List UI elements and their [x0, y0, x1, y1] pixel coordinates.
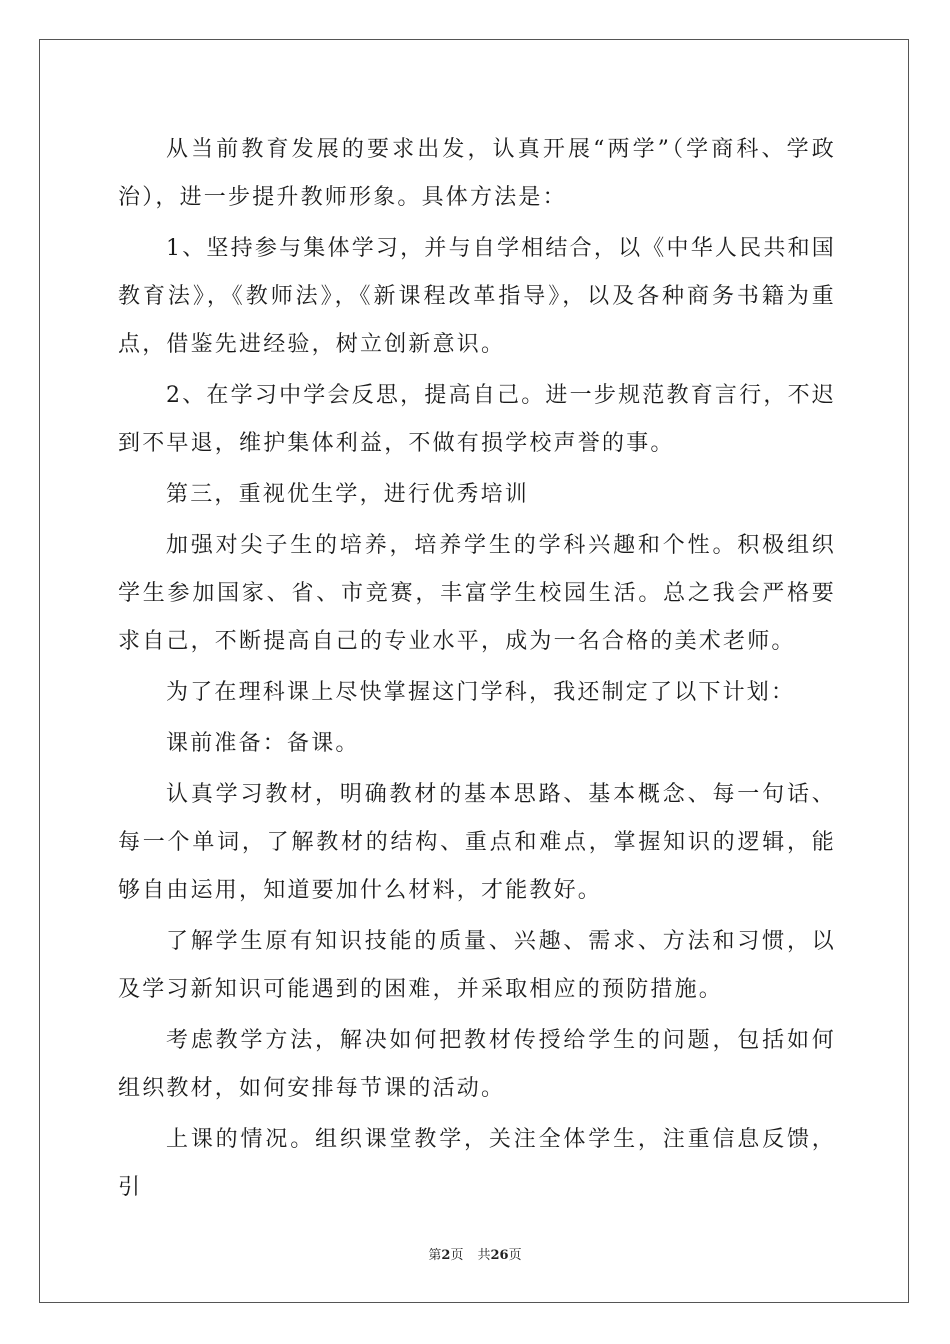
paragraph: 课前准备：备课。 [166, 731, 360, 756]
total-label-suffix: 页 [508, 1248, 522, 1263]
total-label-prefix: 共 [477, 1248, 491, 1263]
paragraph: 1、坚持参与集体学习，并与自学相结合，以《中华人民共和国教育法》，《教师法》，《新课程改革指导》，以及各种商务书籍为重点，借鉴先进经验，树立创新意识。 [118, 236, 836, 357]
paragraph: 上课的情况。组织课堂教学，关注全体学生，注重信息反馈，引 [118, 1127, 836, 1200]
page-label-suffix: 页 [450, 1248, 464, 1263]
document-body [118, 126, 836, 1212]
section-heading: 第三，重视优生学，进行优秀培训 [166, 482, 530, 507]
total-page-number: 26 [490, 1248, 509, 1263]
paragraph: 2、在学习中学会反思，提高自己。进一步规范教育言行，不迟到不早退，维护集体利益，不做有损学校声誉的事。 [118, 383, 836, 456]
paragraph: 加强对尖子生的培养，培养学生的学科兴趣和个性。积极组织学生参加国家、省、市竞赛，丰富学生校园生活。总之我会严格要求自己，不断提高自己的专业水平，成为一名合格的美术老师。 [118, 533, 836, 654]
paragraph: 为了在理科课上尽快掌握这门学科，我还制定了以下计划： [166, 680, 796, 705]
page-footer [0, 1247, 950, 1265]
paragraph: 考虑教学方法，解决如何把教材传授给学生的问题，包括如何组织教材，如何安排每节课的活动。 [118, 1028, 836, 1101]
paragraph: 了解学生原有知识技能的质量、兴趣、需求、方法和习惯，以及学习新知识可能遇到的困难，并采取相应的预防措施。 [118, 929, 836, 1002]
page-label-prefix: 第 [428, 1248, 442, 1263]
paragraph: 认真学习教材，明确教材的基本思路、基本概念、每一句话、每一个单词，了解教材的结构、重点和难点，掌握知识的逻辑，能够自由运用，知道要加什么材料，才能教好。 [118, 782, 836, 903]
paragraph: 从当前教育发展的要求出发，认真开展“两学”（学商科、学政治），进一步提升教师形象。具体方法是： [118, 137, 836, 210]
current-page-number: 2 [441, 1248, 451, 1263]
